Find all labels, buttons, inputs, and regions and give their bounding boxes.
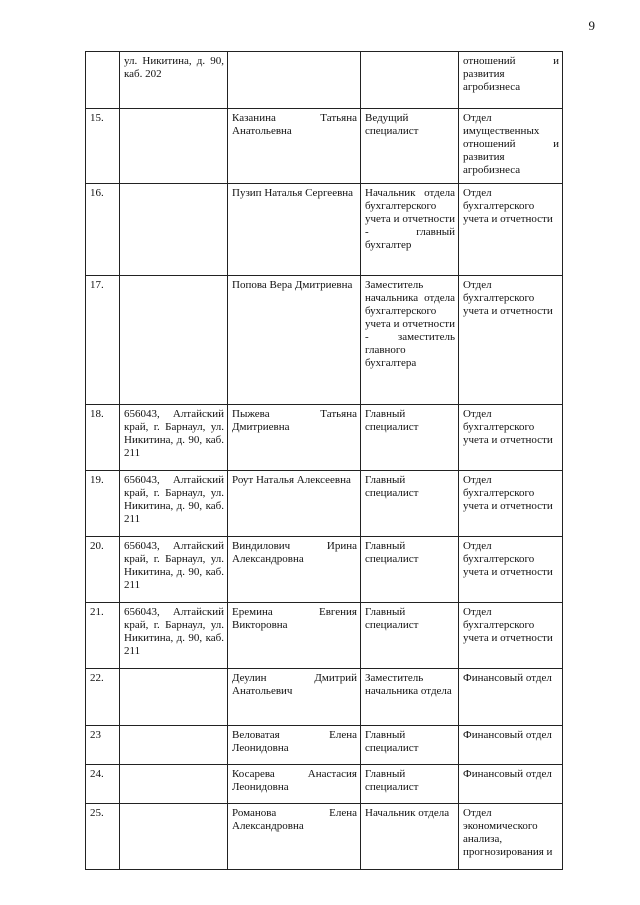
department: Отдел бухгалтерского учета и отчетности <box>459 184 563 276</box>
employee-name: Деулин Дмитрий Анатольевич <box>228 669 361 726</box>
row-number: 24. <box>86 765 120 804</box>
department: Отдел бухгалтерского учета и отчетности <box>459 276 563 405</box>
table-row <box>86 804 563 870</box>
table-row <box>86 405 563 471</box>
table-row <box>86 184 563 276</box>
employee-position: Ведущий специалист <box>361 109 459 184</box>
staff-table-body <box>86 52 563 870</box>
employee-name: Казанина Татьяна Анатольевна <box>228 109 361 184</box>
employee-name: Пыжева Татьяна Дмитриевна <box>228 405 361 471</box>
row-number: 22. <box>86 669 120 726</box>
table-row <box>86 669 563 726</box>
office-address <box>120 109 228 184</box>
row-number: 21. <box>86 603 120 669</box>
office-address <box>120 276 228 405</box>
department: Отдел имущественных отношений и развития агробизнеса <box>459 109 563 184</box>
department: отношений и развития агробизнеса <box>459 52 563 109</box>
page-number: 9 <box>588 18 595 33</box>
employee-position: Главный специалист <box>361 471 459 537</box>
row-number: 20. <box>86 537 120 603</box>
employee-name <box>228 52 361 109</box>
employee-name: Роут Наталья Алексеевна <box>228 471 361 537</box>
employee-name: Виндилович Ирина Александровна <box>228 537 361 603</box>
employee-position: Главный специалист <box>361 603 459 669</box>
employee-name: Попова Вера Дмитриевна <box>228 276 361 405</box>
row-number: 25. <box>86 804 120 870</box>
row-number <box>86 52 120 109</box>
employee-position: Начальник отдела <box>361 804 459 870</box>
table-row <box>86 471 563 537</box>
row-number: 18. <box>86 405 120 471</box>
office-address <box>120 765 228 804</box>
office-address: ул. Никитина, д. 90, каб. 202 <box>120 52 228 109</box>
staff-table <box>85 51 563 870</box>
row-number: 15. <box>86 109 120 184</box>
department: Финансовый отдел <box>459 669 563 726</box>
department: Отдел экономического анализа, прогнозирования и <box>459 804 563 870</box>
table-row <box>86 603 563 669</box>
office-address: 656043, Алтайский край, г. Барнаул, ул. Никитина, д. 90, каб. 211 <box>120 537 228 603</box>
employee-position: Главный специалист <box>361 405 459 471</box>
office-address: 656043, Алтайский край, г. Барнаул, ул. Никитина, д. 90, каб. 211 <box>120 603 228 669</box>
department: Финансовый отдел <box>459 726 563 765</box>
employee-position: Заместитель начальника отдела <box>361 669 459 726</box>
row-number: 19. <box>86 471 120 537</box>
employee-name: Романова Елена Александровна <box>228 804 361 870</box>
department: Отдел бухгалтерского учета и отчетности <box>459 471 563 537</box>
employee-name: Косарева Анастасия Леонидовна <box>228 765 361 804</box>
employee-position: Главный специалист <box>361 726 459 765</box>
employee-position: Начальник отдела бухгалтерского учета и отчетности - главный бухгалтер <box>361 184 459 276</box>
row-number: 16. <box>86 184 120 276</box>
office-address <box>120 184 228 276</box>
table-row <box>86 109 563 184</box>
department: Отдел бухгалтерского учета и отчетности <box>459 603 563 669</box>
table-row <box>86 726 563 765</box>
employee-position: Главный специалист <box>361 765 459 804</box>
department: Отдел бухгалтерского учета и отчетности <box>459 537 563 603</box>
office-address: 656043, Алтайский край, г. Барнаул, ул. Никитина, д. 90, каб. 211 <box>120 471 228 537</box>
table-row <box>86 537 563 603</box>
employee-name: Еремина Евгения Викторовна <box>228 603 361 669</box>
row-number: 23 <box>86 726 120 765</box>
office-address: 656043, Алтайский край, г. Барнаул, ул. Никитина, д. 90, каб. 211 <box>120 405 228 471</box>
table-row <box>86 276 563 405</box>
employee-position: Главный специалист <box>361 537 459 603</box>
office-address <box>120 726 228 765</box>
department: Финансовый отдел <box>459 765 563 804</box>
table-row <box>86 765 563 804</box>
employee-position <box>361 52 459 109</box>
table-row <box>86 52 563 109</box>
department: Отдел бухгалтерского учета и отчетности <box>459 405 563 471</box>
employee-name: Пузип Наталья Сергеевна <box>228 184 361 276</box>
employee-name: Веловатая Елена Леонидовна <box>228 726 361 765</box>
office-address <box>120 669 228 726</box>
employee-position: Заместитель начальника отдела бухгалтерского учета и отчетности - заместитель главного бухгалтера <box>361 276 459 405</box>
row-number: 17. <box>86 276 120 405</box>
office-address <box>120 804 228 870</box>
